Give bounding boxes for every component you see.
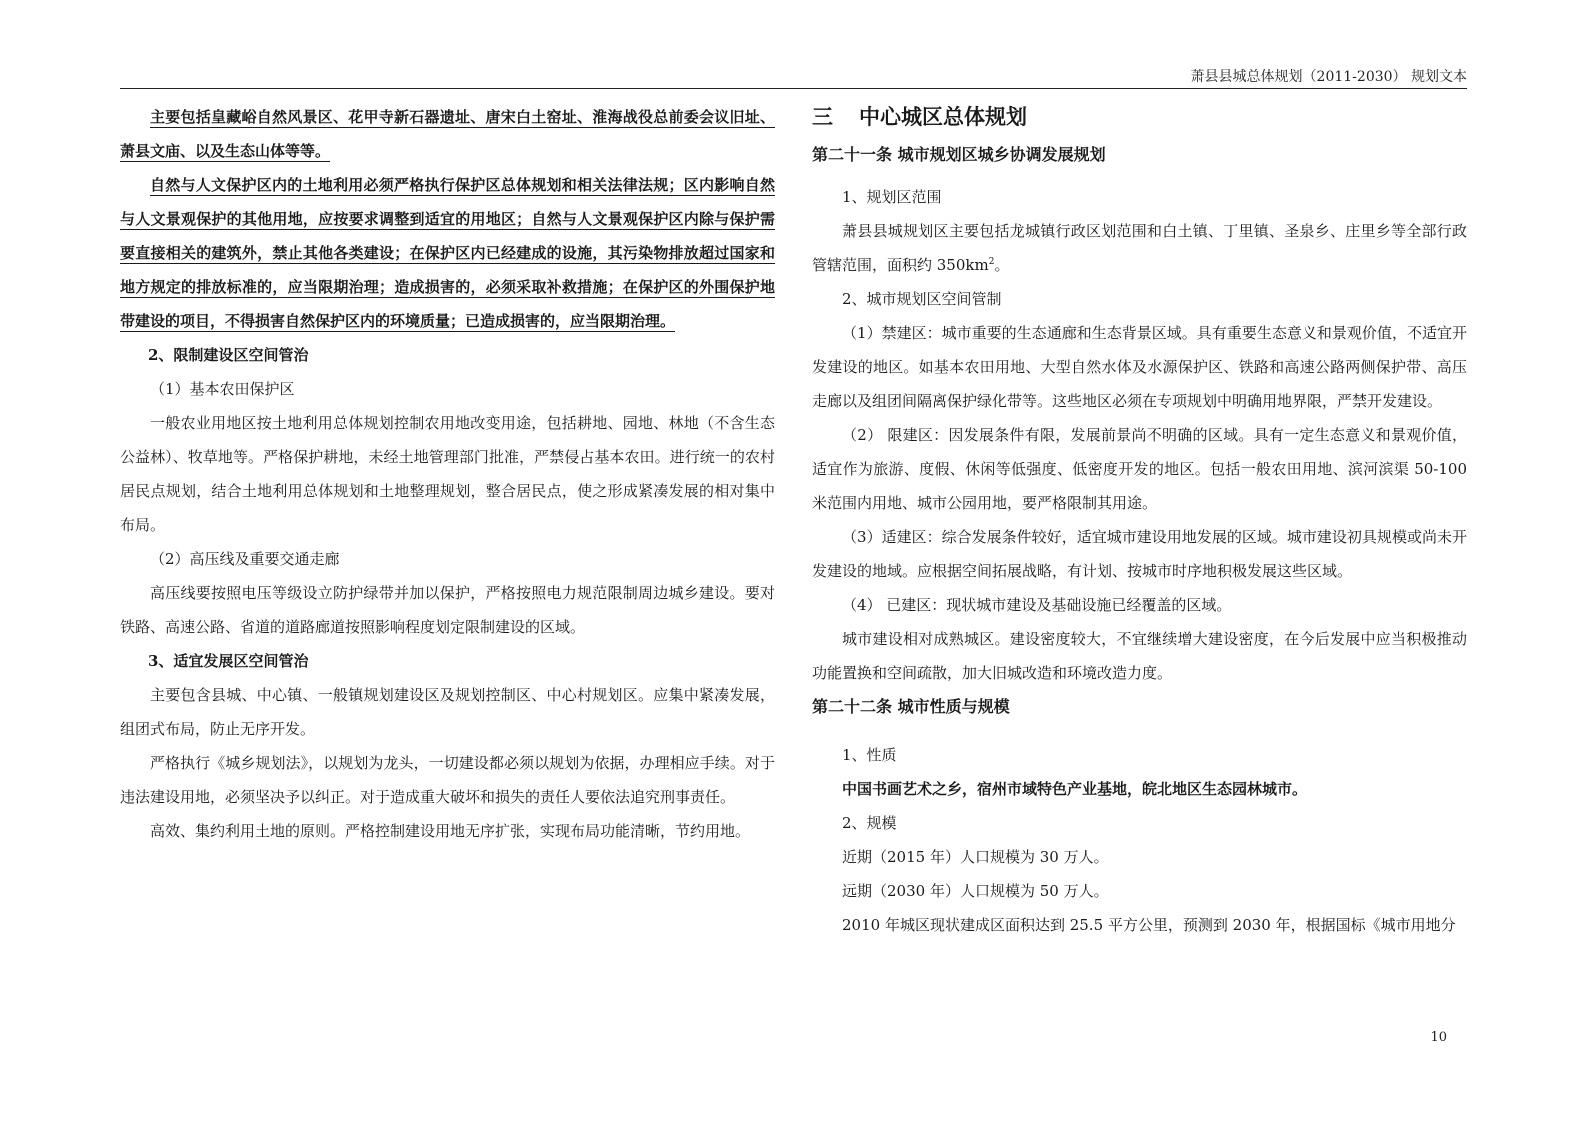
- land-use-paragraph: 高效、集约利用土地的原则。严格控制建设用地无序扩张，实现布局功能清晰，节约用地。: [150, 822, 751, 840]
- article-21-title: 第二十一条 城市规划区城乡协调发展规划: [812, 145, 1106, 164]
- spatial-control-subheading: 2、城市规划区空间管制: [842, 290, 1002, 308]
- planning-law-paragraph: 严格执行《城乡规划法》，以规划为龙头，一切建设都必须以规划为依据，办理相应手续。对于违法建设用地，必须坚决予以纠正。对于造成重大破坏和损失的责任人要依法追究刑事责任。: [120, 754, 775, 806]
- left-column: [120, 100, 775, 848]
- suitable-build-paragraph: （3）适建区：综合发展条件较好，适宜城市建设用地发展的区域。城市建设初具规模或尚未开发建设的地域。应根据空间拓展战略，有计划、按城市时序地积极发展这些区域。: [812, 528, 1467, 580]
- prohibited-zone-paragraph: （1）禁建区：城市重要的生态通廊和生态背景区域。具有重要生态意义和景观价值，不适宜开发建设的地区。如基本农田用地、大型自然水体及水源保护区、铁路和高速公路两侧保护带、高压走廊以及组团间隔离保护绿化带等。这些地区必须在专项规划中明确用地界限，严禁开发建设。: [812, 324, 1467, 410]
- city-nature-statement: 中国书画艺术之乡，宿州市域特色产业基地，皖北地区生态园林城市。: [842, 780, 1308, 798]
- page-number: 10: [1430, 1030, 1447, 1045]
- built-area-paragraph: 2010 年城区现状建成区面积达到 25.5 平方公里，预测到 2030 年，根据国标《城市用地分: [842, 916, 1456, 934]
- article-22-title: 第二十二条 城市性质与规模: [812, 697, 1010, 716]
- planning-area-paragraph: 萧县县城规划区主要包括龙城镇行政区划范围和白土镇、丁里镇、圣泉乡、庄里乡等全部行政管辖范围，面积约 $350km^2$。: [812, 222, 1467, 274]
- header-title: 萧县县城总体规划（2011-2030） 规划文本: [1190, 69, 1467, 85]
- right-column: [812, 100, 1467, 942]
- chapter-name: 中心城区总体规划: [859, 105, 1027, 129]
- near-term-population: 近期（2015 年）人口规模为 30 万人。: [842, 848, 1109, 866]
- restricted-zone-heading: 2、限制建设区空间管治: [148, 346, 309, 364]
- built-zone-paragraph: （4） 已建区：现状城市建设及基础设施已经覆盖的区域。: [842, 596, 1232, 614]
- suitable-zone-paragraph: 主要包含县城、中心镇、一般镇规划建设区及规划控制区、中心村规划区。应集中紧凑发展，组团式布局，防止无序开发。: [120, 686, 775, 738]
- chapter-number: 三: [812, 105, 833, 129]
- long-term-population: 远期（2030 年）人口规模为 50 万人。: [842, 882, 1109, 900]
- chapter-title: [812, 100, 1467, 134]
- mature-city-paragraph: 城市建设相对成熟城区。建设密度较大，不宜继续增大建设密度，在今后发展中应当积极推动功能置换和空间疏散，加大旧城改造和环境改造力度。: [812, 630, 1467, 682]
- corridor-paragraph: 高压线要按照电压等级设立防护绿带并加以保护，严格按照电力规范限制周边城乡建设。要对铁路、高速公路、省道的道路廊道按照影响程度划定限制建设的区域。: [120, 584, 775, 636]
- protected-sites-paragraph: 主要包括皇藏峪自然风景区、花甲寺新石器遗址、唐宋白土窑址、淮海战役总前委会议旧址、萧县文庙、以及生态山体等等。: [120, 108, 775, 160]
- farmland-paragraph: 一般农业用地区按土地利用总体规划控制农用地改变用途，包括耕地、园地、林地（不含生态公益林）、牧草地等。严格保护耕地，未经土地管理部门批准，严禁侵占基本农田。进行统一的农村居民点规划，结合土地利用总体规划和土地整理规划，整合居民点，使之形成紧凑发展的相对集中布局。: [120, 414, 775, 534]
- limited-zone-paragraph: （2） 限建区：因发展条件有限，发展前景尚不明确的区域。具有一定生态意义和景观价值，适宜作为旅游、度假、休闲等低强度、低密度开发的地区。包括一般农田用地、滨河滨渠 50-100 米范围内用地、城市公园用地，要严格限制其用途。: [812, 426, 1467, 512]
- protection-rules-paragraph: 自然与人文保护区内的土地利用必须严格执行保护区总体规划和相关法律法规；区内影响自然与人文景观保护的其他用地，应按要求调整到适宜的用地区；自然与人文景观保护区内除与保护需要直接相关的建筑外，禁止其他各类建设；在保护区内已经建成的设施，其污染物排放超过国家和地方规定的排放标准的，应当限期治理；造成损害的，必须采取补救措施；在保护区的外围保护地带建设的项目，不得损害自然保护区内的环境质量；已造成损害的，应当限期治理。: [120, 176, 775, 330]
- planning-area-subheading: 1、规划区范围: [842, 188, 942, 206]
- scale-subheading: 2、规模: [842, 814, 897, 832]
- header-rule: [120, 88, 1467, 89]
- corridor-subheading: （2）高压线及重要交通走廊: [150, 550, 340, 568]
- farmland-subheading: （1）基本农田保护区: [150, 380, 295, 398]
- suitable-zone-heading: 3、适宜发展区空间管治: [148, 652, 309, 670]
- nature-subheading: 1、性质: [842, 746, 897, 764]
